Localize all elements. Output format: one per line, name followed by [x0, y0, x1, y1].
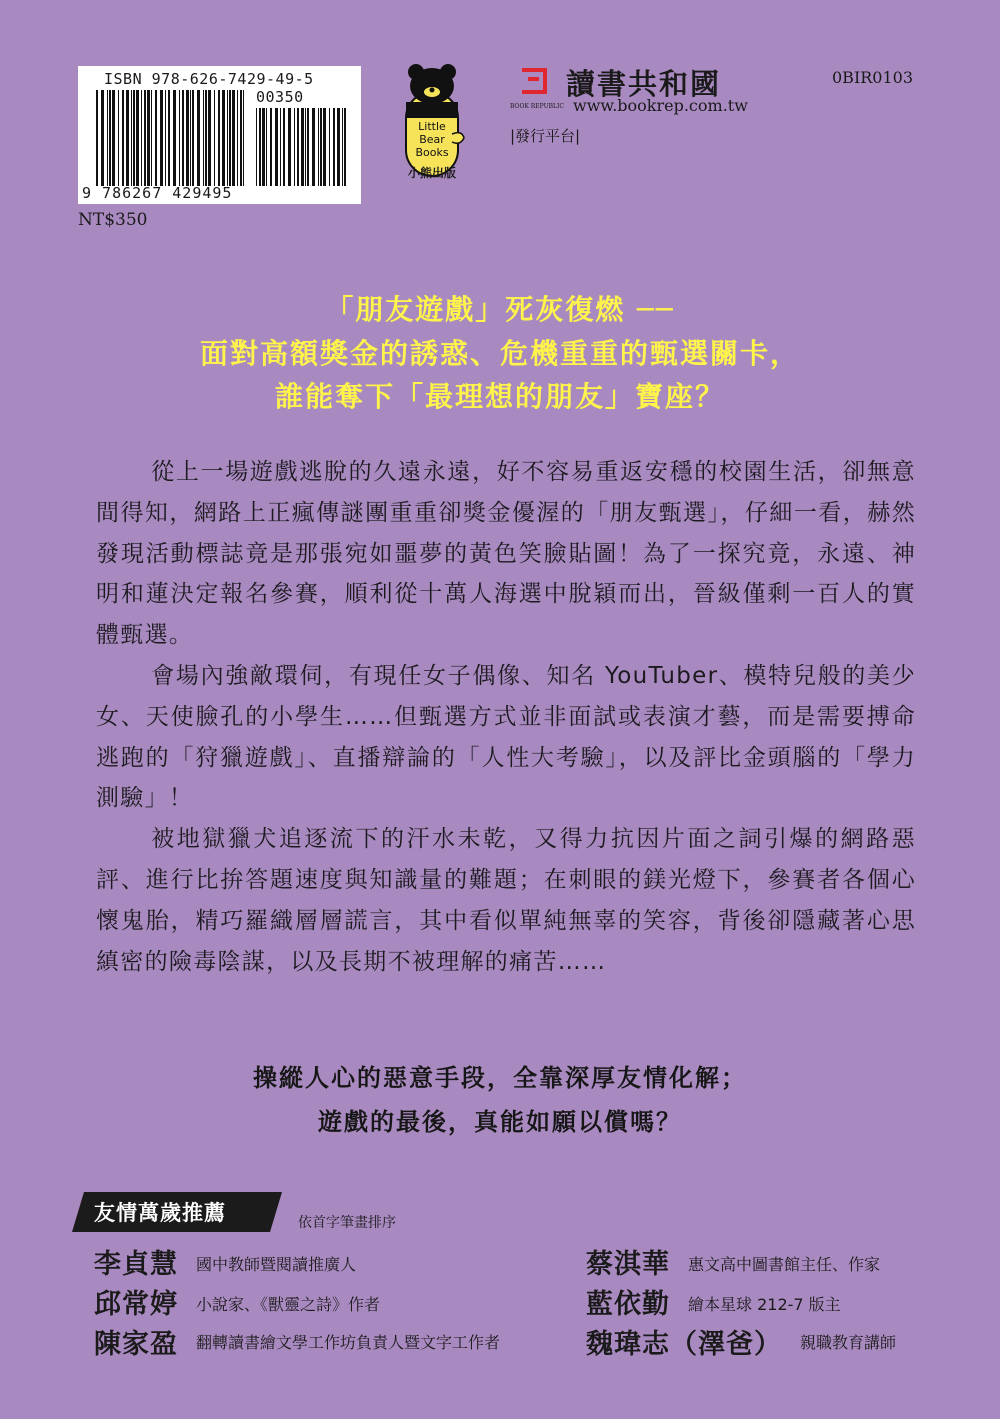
isbn-text: ISBN 978-626-7429-49-5	[104, 70, 314, 88]
price-label: NT$350	[78, 210, 148, 230]
recommender-name: 蔡淇華	[586, 1249, 670, 1280]
synopsis-paragraph-2: 會場內強敵環伺，有現任女子偶像、知名 YouTuber、模特兒般的美少女、天使臉孔的小學生……但甄選方式並非面試或表演才藝，而是需要搏命逃跑的「狩獵遊戲」、直播辯論的「人性大考驗」，以及評比金頭腦的「學力測驗」！	[96, 662, 916, 812]
barcode	[78, 66, 361, 204]
headline-line-3: 誰能奪下「最理想的朋友」寶座？	[274, 380, 725, 413]
recommender-name: 魏瑋志（澤爸）	[586, 1329, 782, 1360]
recommender-name: 陳家盈	[94, 1329, 178, 1360]
recommender-role: 惠文高中圖書館主任、作家	[688, 1255, 881, 1274]
synopsis-paragraph-3: 被地獄獵犬追逐流下的汗水未乾，又得力抗因片面之詞引爆的網路惡評、進行比拚答題速度與知識量的難題；在刺眼的鎂光燈下，參賽者各個心懷鬼胎，精巧羅織層層謊言，其中看似單純無辜的笑容，背後卻隱藏著心思縝密的險毒陰謀，以及長期不被理解的痛苦……	[96, 826, 916, 975]
publisher-platform: |發行平台|	[510, 127, 581, 145]
barcode-bars	[96, 90, 244, 186]
recommender-name: 藍依勤	[586, 1289, 670, 1320]
product-code: 0BIR0103	[832, 68, 914, 87]
svg-text:Books: Books	[415, 146, 449, 159]
tagline-line-2: 遊戲的最後，真能如願以償嗎？	[318, 1108, 682, 1136]
book-republic-logo-icon	[519, 66, 549, 96]
recommend-title: 友情萬歲推薦	[94, 1201, 226, 1225]
recommender-role: 繪本星球 212-7 版主	[688, 1295, 841, 1314]
headline-line-1: 「朋友遊戲」死灰復燃 ──	[325, 293, 675, 326]
synopsis-paragraph-1: 從上一場遊戲逃脫的久遠永遠，好不容易重返安穩的校園生活，卻無意間得知，網路上正瘋傳謎團重重卻獎金優渥的「朋友甄選」，仔細一看，赫然發現活動標誌竟是那張宛如噩夢的黃色笑臉貼圖！為了一探究竟，永遠、神明和蓮決定報名參賽，順利從十萬人海選中脫穎而出，晉級僅剩一百人的實體甄選。	[96, 459, 916, 649]
publisher-name: 讀書共和國	[566, 67, 722, 101]
recommender-role: 翻轉讀書繪文學工作坊負責人暨文字工作者	[196, 1333, 501, 1352]
recommend-note: 依首字筆畫排序	[298, 1215, 396, 1231]
recommender-role: 國中教師暨閱讀推廣人	[196, 1255, 357, 1274]
recommender-name: 邱常婷	[94, 1289, 178, 1320]
barcode-addon-bars	[256, 108, 346, 186]
recommender-role: 小說家、《獸靈之詩》作者	[196, 1295, 381, 1314]
publisher-english-name: BOOK REPUBLIC	[510, 103, 564, 110]
svg-text:Bear: Bear	[419, 133, 445, 146]
recommender-name: 李貞慧	[94, 1249, 178, 1280]
tagline-line-1: 操縱人心的惡意手段，全靠深厚友情化解；	[253, 1064, 747, 1092]
publisher-url: www.bookrep.com.tw	[573, 96, 748, 115]
barcode-price-code: 00350	[256, 88, 304, 106]
recommender-role: 親職教育講師	[800, 1333, 897, 1352]
headline-line-2: 面對高額獎金的誘惑、危機重重的甄選關卡，	[199, 337, 800, 370]
svg-text:Little: Little	[418, 120, 446, 133]
barcode-digits: 9 786267 429495	[82, 184, 233, 202]
little-bear-books-logo	[392, 62, 472, 180]
synopsis	[96, 452, 916, 982]
little-bear-books-label: 小熊出版	[407, 166, 456, 180]
